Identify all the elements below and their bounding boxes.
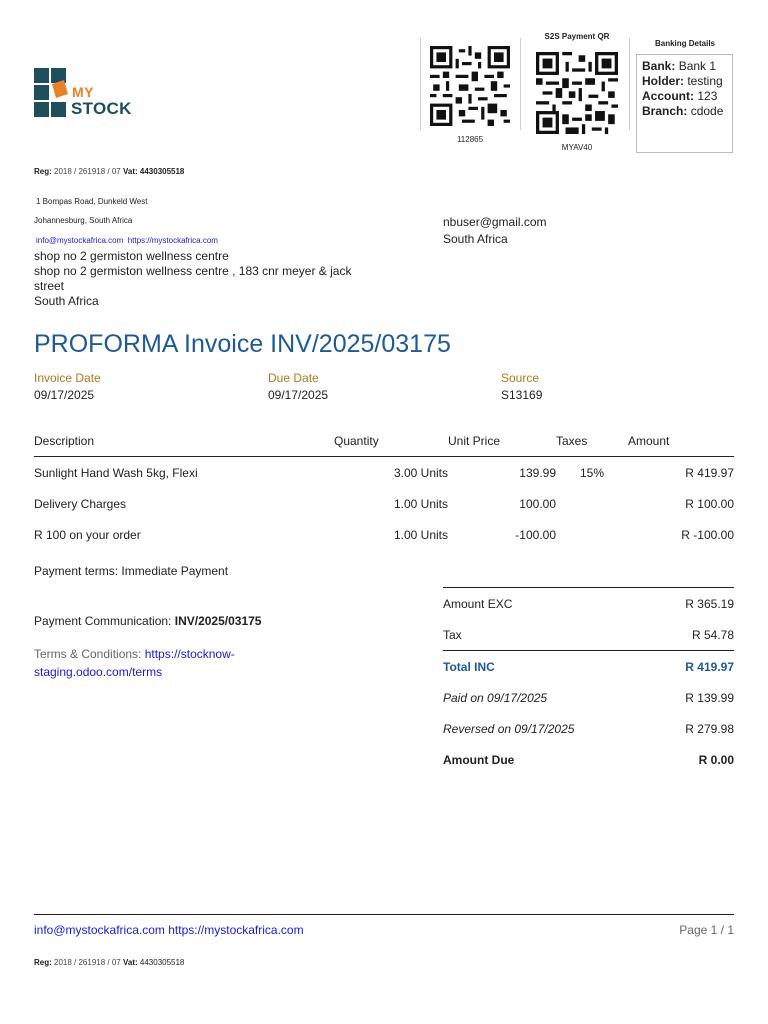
row-taxes: [556, 519, 628, 550]
paid-row: [443, 682, 734, 713]
totals-table: [443, 587, 734, 775]
due-date-label: Due Date: [268, 371, 319, 385]
s2s-qr-code-text: MYAV40: [561, 143, 593, 152]
logo-text-stock: STOCK: [71, 99, 132, 118]
source-block: [501, 371, 542, 402]
reversed-label: Reversed on 09/17/2025: [443, 721, 575, 736]
page-number: Page 1 / 1: [679, 923, 734, 937]
row-description: Delivery Charges: [34, 496, 127, 511]
amount-due-label: Amount Due: [443, 752, 515, 767]
company-email-link[interactable]: info@mystockafrica.com: [36, 236, 124, 245]
amount-exc-row: [443, 588, 734, 620]
account-value: 123: [697, 89, 718, 103]
total-inc-value: R 419.97: [655, 651, 734, 683]
reversed-value: R 279.98: [685, 721, 734, 736]
invoice-date-value: 09/17/2025: [34, 388, 95, 402]
reversed-row: [443, 713, 734, 744]
reg-label: Reg:: [34, 167, 52, 176]
invoice-date-label: Invoice Date: [34, 371, 101, 385]
customer-address-line1: shop no 2 germiston wellness centre: [34, 249, 229, 263]
due-date-value: 09/17/2025: [268, 388, 329, 402]
tax-label: Tax: [443, 627, 462, 642]
customer-contact: [443, 214, 547, 248]
footer-vat-value: 4430305518: [139, 958, 185, 967]
paid-value: R 139.99: [685, 690, 734, 705]
column-header-taxes: Taxes: [556, 426, 628, 457]
customer-address-line3: street: [34, 279, 65, 293]
column-header-amount: Amount: [628, 426, 734, 457]
banking-details-box: [636, 54, 733, 153]
row-amount: R 419.97: [685, 465, 734, 480]
company-contact: [36, 236, 218, 245]
total-inc-row: [443, 651, 734, 683]
amount-due-row: [443, 744, 734, 775]
company-registration: [34, 167, 184, 176]
payment-communication-label: Payment Communication:: [34, 614, 172, 628]
table-row: [34, 488, 734, 519]
row-amount: R -100.00: [681, 527, 734, 542]
column-header-description: Description: [34, 426, 334, 457]
terms-conditions-link-part2[interactable]: staging.odoo.com/terms: [34, 665, 163, 679]
amount-exc-label: Amount EXC: [443, 588, 655, 620]
vat-label: Vat:: [122, 167, 138, 176]
branch-value: cdode: [690, 104, 724, 118]
paid-label: Paid on 09/17/2025: [443, 690, 548, 705]
payment-terms: Payment terms: Immediate Payment: [34, 564, 229, 578]
amount-due-value: R 0.00: [698, 752, 734, 767]
customer-address-country: South Africa: [34, 294, 99, 308]
due-date-block: [268, 371, 328, 402]
logo-text-my: MY: [72, 84, 94, 100]
row-quantity: 1.00 Units: [393, 527, 448, 542]
column-header-quantity: Quantity: [334, 426, 448, 457]
row-unit-price: -100.00: [515, 527, 556, 542]
total-inc-label: Total INC: [443, 651, 655, 683]
s2s-payment-qr-code: [536, 52, 618, 134]
reg-value: 2018 / 261918 / 07: [54, 167, 121, 176]
company-address-line2: Johannesburg, South Africa: [34, 216, 133, 225]
terms-conditions: [34, 645, 294, 681]
table-row: [34, 519, 734, 550]
table-row: [34, 457, 734, 489]
customer-country: South Africa: [443, 232, 508, 246]
source-label: Source: [501, 371, 540, 385]
tax-value: R 54.78: [691, 627, 734, 642]
row-taxes: [556, 488, 628, 519]
qr-1-code: 112865: [456, 135, 484, 144]
table-header-row: [34, 426, 734, 457]
customer-address-line2: shop no 2 germiston wellness centre , 183 cnr meyer & jack: [34, 264, 352, 278]
account-label: Account:: [642, 89, 694, 103]
customer-address: [34, 249, 394, 309]
row-description: Sunlight Hand Wash 5kg, Flexi: [34, 465, 198, 480]
row-unit-price: 100.00: [519, 496, 556, 511]
invoice-date-block: [34, 371, 101, 402]
s2s-qr-title: S2S Payment QR: [544, 32, 610, 41]
holder-label: Holder:: [642, 74, 684, 88]
footer-registration: [34, 958, 184, 967]
customer-email: nbuser@gmail.com: [443, 215, 547, 229]
qr-code-1: [430, 46, 510, 126]
payment-communication-value: INV/2025/03175: [174, 614, 262, 628]
row-unit-price: 139.99: [519, 465, 556, 480]
footer-vat-label: Vat:: [122, 958, 138, 967]
terms-conditions-link-part1[interactable]: https://stocknow-: [144, 647, 235, 661]
footer-divider: [34, 914, 734, 915]
row-description: R 100 on your order: [34, 527, 141, 542]
company-website-link[interactable]: https://mystockafrica.com: [127, 236, 218, 245]
banking-details-title: Banking Details: [654, 39, 715, 48]
payment-communication: [34, 614, 261, 628]
tax-row: [443, 619, 734, 651]
terms-conditions-label: Terms & Conditions:: [34, 647, 142, 661]
column-header-unit-price: Unit Price: [448, 426, 556, 457]
footer-email-link[interactable]: info@mystockafrica.com: [34, 923, 165, 937]
company-address-line1: 1 Bompas Road, Dunkeld West: [36, 197, 148, 206]
branch-label: Branch:: [642, 104, 688, 118]
row-quantity: 3.00 Units: [393, 465, 448, 480]
footer-reg-value: 2018 / 261918 / 07: [54, 958, 121, 967]
source-value: S13169: [501, 388, 543, 402]
footer-contact: [34, 923, 304, 937]
footer-reg-label: Reg:: [34, 958, 52, 967]
bank-label: Bank:: [642, 59, 676, 73]
row-taxes: 15%: [579, 465, 605, 480]
row-amount: R 100.00: [685, 496, 734, 511]
amount-exc-value: R 365.19: [655, 588, 734, 620]
footer-website-link[interactable]: https://mystockafrica.com: [168, 923, 304, 937]
invoice-lines-table: [34, 426, 734, 550]
holder-value: testing: [687, 74, 723, 88]
invoice-title: PROFORMA Invoice INV/2025/03175: [34, 330, 451, 358]
row-quantity: 1.00 Units: [393, 496, 448, 511]
bank-value: Bank 1: [678, 59, 717, 73]
vat-value: 4430305518: [139, 167, 185, 176]
